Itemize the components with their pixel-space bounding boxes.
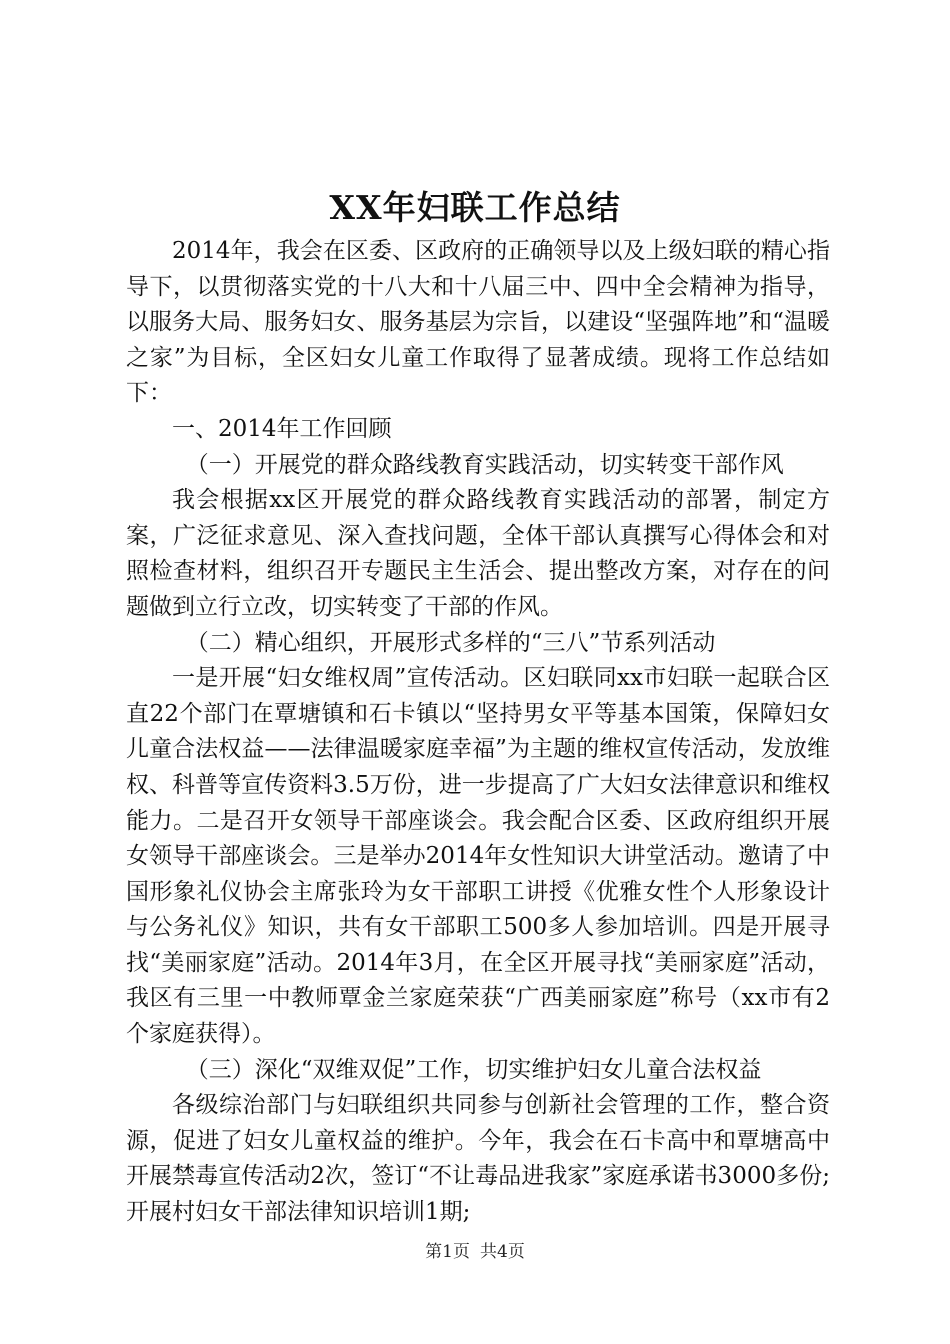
document-title: XX年妇联工作总结 [329,188,621,227]
subsection-heading: （二）精心组织，开展形式多样的“三八”节系列活动 [185,629,716,656]
subsection-heading: （一）开展党的群众路线教育实践活动，切实转变干部作风 [185,451,784,478]
body-paragraph: 一是开展“妇女维权周”宣传活动。区妇联同xx市妇联一起联合区直22个部门在覃塘镇和石卡镇以“坚持男女平等基本国策，保障妇女儿童合法权益——法律温暖家庭幸福”为主题的维权宣传活动，发放维权、科普等宣传资料3.5万份，进一步提高了广大妇女法律意识和维权能力。二是召开女领导干部座谈会。我会配合区委、区政府组织开展女领导干部座谈会。三是举办2014年女性知识大讲堂活动。邀请了中国形象礼仪协会主席张玲为女干部职工讲授《优雅女性个人形象设计与公务礼仪》知识，共有女干部职工500多人参加培训。四是开展寻找“美丽家庭”活动。2014年3月，在全区开展寻找“美丽家庭”活动，我区有三里一中教师覃金兰家庭荣获“广西美丽家庭”称号（xx市有2个家庭获得）。 [126,665,830,1048]
body-paragraph: 我会根据xx区开展党的群众路线教育实践活动的部署，制定方案，广泛征求意见、深入查找问题，全体干部认真撰写心得体会和对照检查材料，组织召开专题民主生活会、提出整改方案，对存在的问题做到立行立改，切实转变了干部的作风。 [126,487,830,620]
subsection-heading: （三）深化“双维双促”工作，切实维护妇女儿童合法权益 [185,1056,762,1083]
page-footer [0,1240,950,1264]
document-body [126,234,830,1231]
intro-paragraph: 2014年，我会在区委、区政府的正确领导以及上级妇联的精心指导下，以贯彻落实党的十八大和十八届三中、四中全会精神为指导，以服务大局、服务妇女、服务基层为宗旨，以建设“坚强阵地”和“温暖之家”为目标，全区妇女儿童工作取得了显著成绩。现将工作总结如下： [126,238,830,407]
page-number: 第1页 [425,1242,470,1262]
body-paragraph: 各级综治部门与妇联组织共同参与创新社会管理的工作，整合资源，促进了妇女儿童权益的维护。今年，我会在石卡高中和覃塘高中开展禁毒宣传活动2次，签订“不让毒品进我家”家庭承诺书3000多份;开展村妇女干部法律知识培训1期; [126,1092,830,1226]
section-heading: 一、2014年工作回顾 [172,415,392,442]
page-total: 共4页 [480,1242,525,1262]
